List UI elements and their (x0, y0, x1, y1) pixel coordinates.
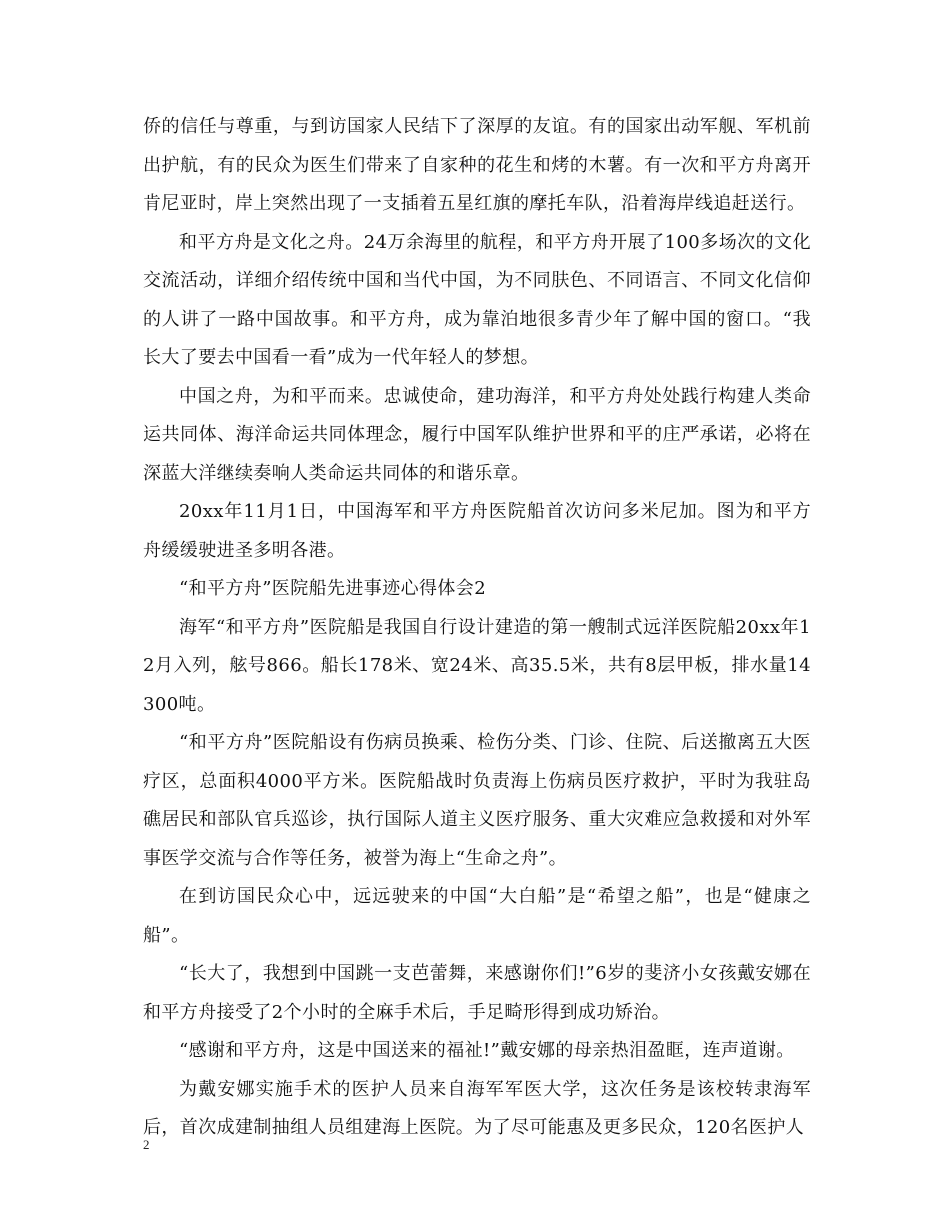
paragraph-white-ship: 在到访国民众心中，远远驶来的中国“大白船”是“希望之船”，也是“健康之船”。 (143, 886, 811, 946)
paragraph-peace-ark: 中国之舟，为和平而来。忠诚使命，建功海洋，和平方舟处处践行构建人类命运共同体、海洋命运共同体理念，履行中国军队维护世界和平的庄严承诺，必将在深蓝大洋继续奏响人类命运共同体的和谐乐章。 (143, 385, 811, 484)
paragraph-continuation: 侨的信任与尊重，与到访国家人民结下了深厚的友谊。有的国家出动军舰、军机前出护航，有的民众为医生们带来了自家种的花生和烤的木薯。有一次和平方舟离开肯尼亚时，岸上突然出现了一支插着五星红旗的摩托车队，沿着海岸线追赶送行。 (143, 116, 811, 214)
paragraph-medical-team: 为戴安娜实施手术的医护人员来自海军军医大学，这次任务是该校转隶海军后，首次成建制抽组人员组建海上医院。为了尽可能惠及更多民众，120名医护人 (143, 1078, 811, 1138)
paragraph-dominica-visit: 20xx年11月1日，中国海军和平方舟医院船首次访问多米尼加。图为和平方舟缓缓驶进圣多明各港。 (143, 501, 811, 561)
paragraph-diana-quote: “长大了，我想到中国跳一支芭蕾舞，来感谢你们!”6岁的斐济小女孩戴安娜在和平方舟接受了2个小时的全麻手术后，手足畸形得到成功矫治。 (143, 963, 811, 1023)
paragraph-medical-areas: “和平方舟”医院船设有伤病员换乘、检伤分类、门诊、住院、后送撤离五大医疗区，总面积4000平方米。医院船战时负责海上伤病员医疗救护，平时为我驻岛礁居民和部队官兵巡诊，执行国际人道主义医疗服务、重大灾难应急救援和对外军事医学交流与合作等任务，被誉为海上“生命之舟”。 (143, 732, 811, 869)
document-body (143, 108, 811, 1148)
paragraph-mother-thanks: “感谢和平方舟，这是中国送来的福祉!”戴安娜的母亲热泪盈眶，连声道谢。 (179, 1040, 795, 1061)
paragraph-ship-specs: 海军“和平方舟”医院船是我国自行设计建造的第一艘制式远洋医院船20xx年12月入列，舷号866。船长178米、宽24米、高35.5米，共有8层甲板，排水量14300吨。 (143, 616, 811, 715)
page-number: 2 (143, 1137, 150, 1152)
section-heading: “和平方舟”医院船先进事迹心得体会2 (179, 578, 487, 599)
paragraph-culture-ark: 和平方舟是文化之舟。24万余海里的航程，和平方舟开展了100多场次的文化交流活动，详细介绍传统中国和当代中国，为不同肤色、不同语言、不同文化信仰的人讲了一路中国故事。和平方舟，成为靠泊地很多青少年了解中国的窗口。“我长大了要去中国看一看”成为一代年轻人的梦想。 (143, 231, 811, 368)
